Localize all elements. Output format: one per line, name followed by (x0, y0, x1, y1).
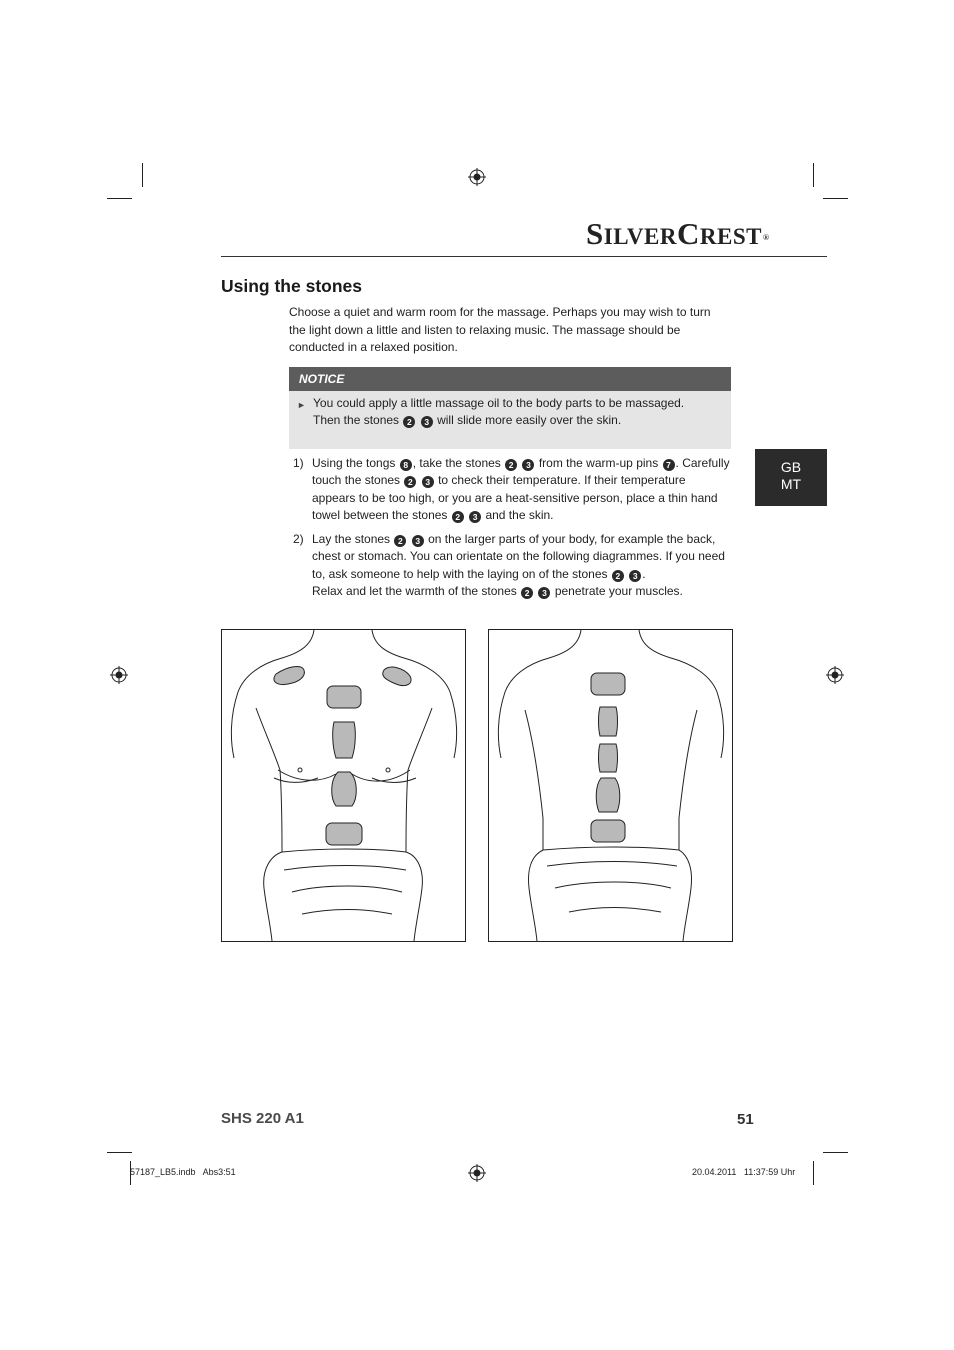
ref-3: 3 (522, 459, 534, 471)
notice-line: Then the stones 2 3 will slide more easily over the skin. (313, 413, 622, 427)
notice-line: You could apply a little massage oil to the body parts to be massaged. (313, 396, 685, 410)
ref-3: 3 (421, 416, 433, 428)
notice-body (289, 391, 731, 449)
page-number: 51 (737, 1111, 754, 1128)
stones (274, 667, 411, 845)
ref-3: 3 (469, 511, 481, 523)
back-torso-diagram (488, 629, 733, 942)
ref-8: 8 (400, 459, 412, 471)
front-torso-diagram (221, 629, 466, 942)
crop-mark (823, 198, 848, 199)
registration-mark-icon (110, 666, 128, 684)
ref-2: 2 (505, 459, 517, 471)
ref-3: 3 (538, 587, 550, 599)
triangle-bullet-icon: ► (297, 400, 306, 410)
crop-mark (142, 163, 143, 187)
ref-3: 3 (629, 570, 641, 582)
stones (591, 673, 625, 842)
crop-mark (107, 198, 132, 199)
step-2: 2) Lay the stones 2 3 on the larger parts of your body, for example the back, chest or stomach. You can orientate on the following diagrammes. If you need to, ask someone to help with the laying on of the stones 2 3 . Relax and let the warmth of the stones 2 3 penetrate your muscles. (289, 531, 731, 601)
brand-logo: SILVERCREST® (586, 216, 770, 251)
header-rule (221, 256, 827, 257)
model-number: SHS 220 A1 (221, 1110, 304, 1127)
step-2-text: Lay the stones 2 3 on the larger parts of your body, for example the back, chest or stomach. You can orientate on the following diagrammes. If you need to, ask someone to help with the laying on of the stones 2 3 . Relax and let the warmth of the stones 2 3 penetrate your muscles. (312, 532, 725, 599)
language-code: MT (780, 476, 802, 492)
ref-2: 2 (394, 535, 406, 547)
language-code: GB (780, 459, 802, 475)
section-title: Using the stones (221, 276, 362, 296)
registration-mark-icon (468, 1164, 486, 1182)
language-tab (755, 449, 827, 506)
ref-3: 3 (422, 476, 434, 488)
timestamp-slug: 20.04.2011 11:37:59 Uhr (692, 1167, 796, 1177)
ref-2: 2 (404, 476, 416, 488)
front-torso-illustration (222, 630, 465, 941)
crop-mark (823, 1152, 848, 1153)
registration-mark-icon (826, 666, 844, 684)
crop-mark (813, 1161, 814, 1185)
ref-2: 2 (452, 511, 464, 523)
ref-3: 3 (412, 535, 424, 547)
registration-mark-icon (468, 168, 486, 186)
step-1-text: Using the tongs 8 , take the stones 2 3 from the warm-up pins 7 . Carefully touch the stones 2 3 to check their temperature. If their temperature appears to be too high, or you are a heat-sensitive person, place a thin hand towel between the stones 2 3 and the skin. (312, 456, 730, 523)
ref-2: 2 (521, 587, 533, 599)
step-1: 1) Using the tongs 8 , take the stones 2 3 from the warm-up pins 7 . Carefully touch the stones 2 3 to check their temperature. If their temperature appears to be too high, or you are a heat-sensitive person, place a thin hand towel between the stones 2 3 and the skin. (289, 455, 731, 525)
ref-7: 7 (663, 459, 675, 471)
file-slug: 57187_LB5.indb Abs3:51 (130, 1167, 236, 1177)
notice-header: NOTICE (289, 367, 731, 391)
crop-mark (813, 163, 814, 187)
ref-2: 2 (612, 570, 624, 582)
intro-paragraph: Choose a quiet and warm room for the massage. Perhaps you may wish to turn the light down a little and listen to relaxing music. The massage should be conducted in a relaxed position. (289, 305, 711, 355)
crop-mark (107, 1152, 132, 1153)
ref-2: 2 (403, 416, 415, 428)
back-torso-illustration (489, 630, 732, 941)
